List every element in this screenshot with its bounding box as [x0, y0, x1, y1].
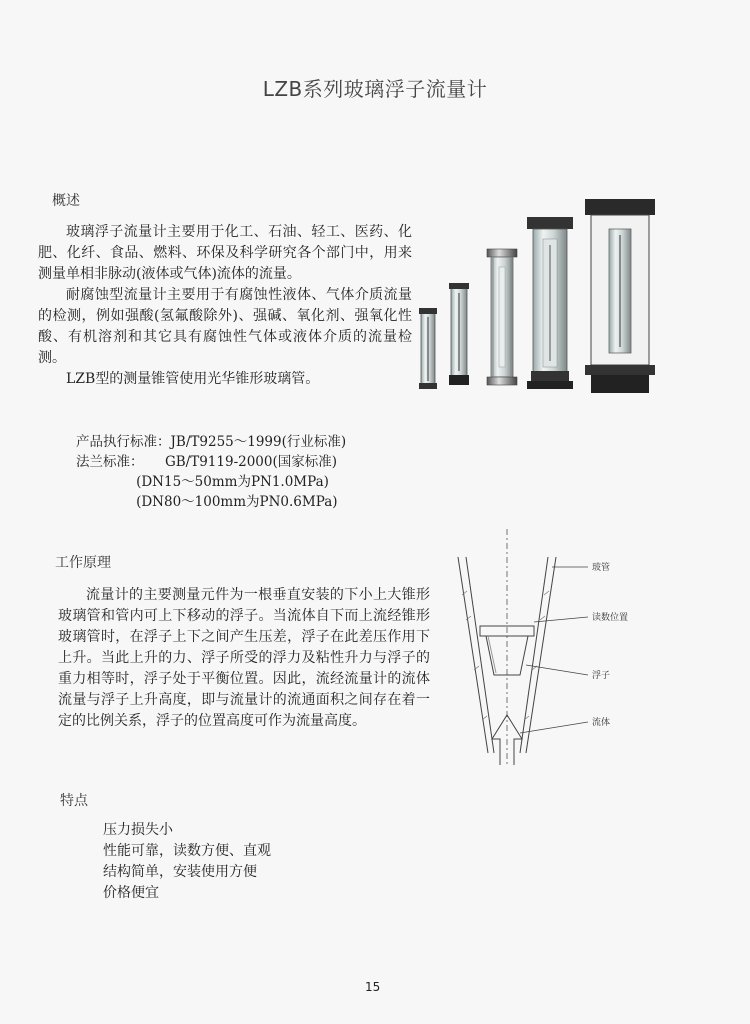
feature-item: 结构简单，安装使用方便: [103, 864, 257, 880]
page-title: LZB系列玻璃浮子流量计: [262, 77, 488, 101]
standard-product: 产品执行标准：JB/T9255～1999(行业标准): [76, 434, 347, 450]
flowmeter-product-photo: [415, 195, 670, 400]
feature-item: 性能可靠，读数方便、直观: [103, 843, 271, 859]
principle-paragraph: 流量计的主要测量元件为一根垂直安装的下小上大锥形玻璃管和管内可上下移动的浮子。当流体自下而上流经锥形玻璃管时，在浮子上下之间产生压差，浮子在此差压作用下上升。当此上升的力、浮子所受的浮力及粘性升力与浮子的重力相等时，浮子处于平衡位置。因此，流经流量计的流体流量与浮子上升高度，即与流量计的流通面积之间存在着一定的比例关系，浮子的位置高度可作为流量高度。: [58, 587, 430, 729]
standards-block: [76, 432, 346, 512]
panel-flowmeter: [449, 283, 469, 385]
features-heading: 特点: [60, 793, 88, 809]
small-flowmeter: [419, 308, 437, 389]
features-list: [103, 820, 271, 904]
overview-paragraph-3: LZB型的测量锥管使用光华锥形玻璃管。: [66, 371, 320, 387]
medium-flowmeter: [487, 249, 517, 385]
flanged-flowmeter: [585, 199, 655, 393]
feature-item: 价格便宜: [103, 885, 159, 901]
standard-flange: 法兰标准： GB/T9119-2000(国家标准): [76, 454, 338, 470]
principle-diagram: [440, 525, 640, 770]
overview-text: [38, 222, 412, 390]
standard-dn15-50: (DN15～50mm为PN1.0MPa): [76, 474, 329, 490]
overview-paragraph-2: 耐腐蚀型流量计主要用于有腐蚀性液体、气体介质流量的检测，例如强酸(氢氟酸除外)、强碱、氧化剂、强氧化性酸、有机溶剂和其它具有腐蚀性气体或液体介质的流量检测。: [38, 287, 412, 366]
label-fluid: 流体: [592, 718, 611, 728]
page-number: 15: [365, 980, 381, 994]
label-tube: 玻管: [592, 563, 611, 573]
standard-dn80-100: (DN80～100mm为PN0.6MPa): [76, 494, 338, 510]
label-float: 浮子: [592, 671, 611, 681]
overview-paragraph-1: 玻璃浮子流量计主要用于化工、石油、轻工、医药、化肥、化纤、食品、燃料、环保及科学研究各个部门中，用来测量单相非脉动(液体或气体)流体的流量。: [38, 224, 412, 282]
principle-heading: 工作原理: [55, 555, 111, 571]
label-reading-position: 读数位置: [592, 613, 629, 623]
overview-heading: 概述: [52, 193, 80, 209]
principle-text: [58, 585, 430, 732]
feature-item: 压力损失小: [103, 822, 173, 838]
large-flowmeter: [527, 217, 573, 389]
